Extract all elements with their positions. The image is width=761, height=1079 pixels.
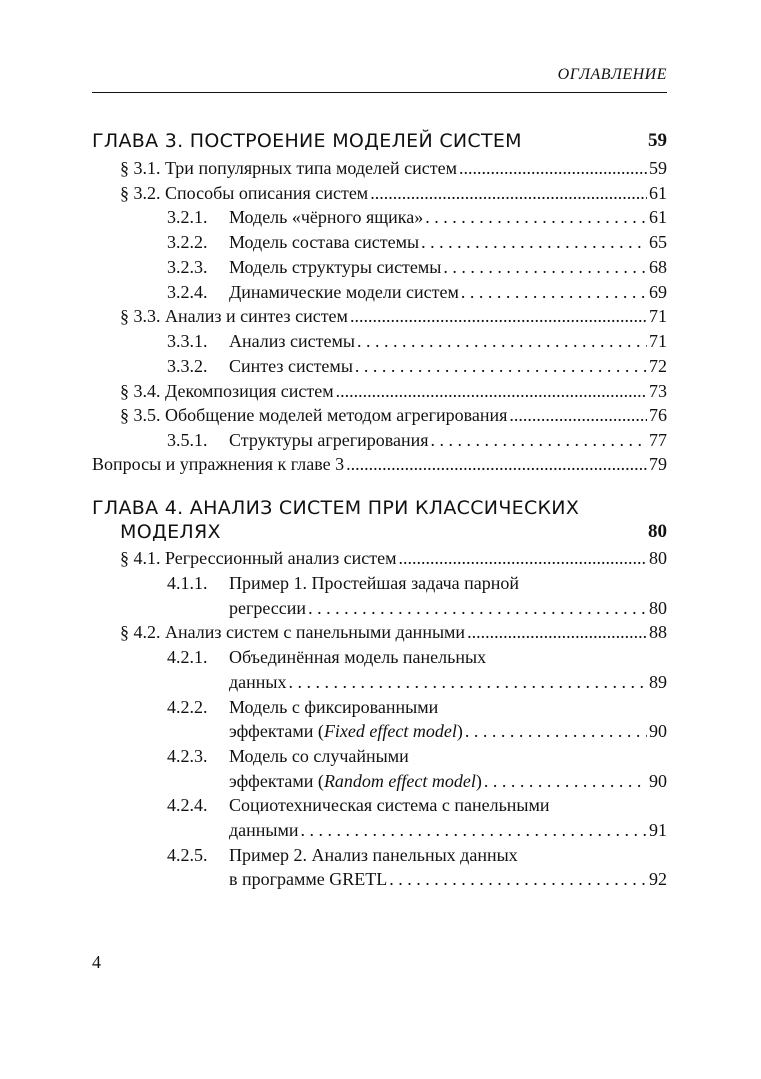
leader-dots [308, 596, 647, 620]
running-title: ОГЛАВЛЕНИЕ [557, 66, 667, 83]
toc-subentry-label-cont: данных [229, 672, 287, 692]
leader-dots [443, 255, 647, 279]
leader-dots [467, 620, 647, 644]
toc-subentry-label-cont [229, 719, 463, 743]
toc-subentry-cont[interactable] [229, 769, 667, 793]
toc-subentry-label[interactable]: Пример 2. Анализ панельных данных [229, 845, 518, 865]
label-text: эффектами ( [229, 771, 324, 791]
toc-subentry-page: 65 [649, 232, 667, 252]
chapter-3-title[interactable]: ГЛАВА 3. ПОСТРОЕНИЕ МОДЕЛЕЙ СИСТЕМ [92, 130, 522, 152]
leader-dots [459, 156, 647, 180]
toc-subentry-number: 4.2.1. [167, 647, 208, 667]
toc-subentry-label-cont [229, 769, 482, 793]
toc-subentry-label: Модель «чёрного ящика» [229, 207, 424, 227]
toc-subentry[interactable] [167, 354, 667, 378]
chapter-3-page: 59 [648, 130, 667, 151]
toc-subentry-label[interactable]: Модель со случайными [229, 746, 409, 766]
toc-subentry-number: 3.3.1. [167, 331, 208, 351]
toc-entry[interactable] [120, 546, 667, 570]
label-text: ) [475, 771, 482, 791]
toc-subentry-page: 91 [649, 820, 667, 840]
toc-subentry-page: 92 [649, 869, 667, 889]
toc-subentry[interactable] [167, 329, 667, 353]
toc-subentry-page: 77 [649, 430, 667, 450]
toc-entry-page: 79 [649, 454, 667, 474]
toc-entry-label: § 4.1. Регрессионный анализ систем [120, 548, 397, 568]
toc-subentry[interactable] [167, 428, 667, 452]
toc-entry[interactable] [120, 620, 667, 644]
chapter-4-title[interactable]: ГЛАВА 4. АНАЛИЗ СИСТЕМ ПРИ КЛАССИЧЕСКИХ [92, 497, 580, 519]
toc-subentry-cont[interactable] [229, 719, 667, 743]
leader-dots [289, 670, 647, 694]
toc-subentry-number: 3.5.1. [167, 430, 208, 450]
leader-dots [301, 818, 647, 842]
toc-subentry-page: 80 [649, 598, 667, 618]
running-header [92, 66, 667, 93]
leader-dots [484, 769, 647, 793]
toc-subentry-page: 61 [649, 207, 667, 227]
toc-subentry-label[interactable]: Социотехническая система с панельными [229, 795, 550, 815]
leader-dots [465, 719, 647, 743]
toc-entry-page: 59 [649, 158, 667, 178]
toc-entry-label: § 4.2. Анализ систем с панельными данными [120, 622, 466, 642]
toc-subentry-page: 90 [649, 721, 667, 741]
leader-dots [350, 304, 647, 328]
toc-subentry-label: Синтез системы [229, 356, 353, 376]
toc-entry-page: 61 [649, 183, 667, 203]
leader-dots [346, 452, 647, 476]
toc-subentry-page: 89 [649, 672, 667, 692]
toc-subentry-label: Модель структуры системы [229, 257, 442, 277]
toc-entry-label: § 3.1. Три популярных типа моделей систем [120, 158, 458, 178]
toc-entry-page: 88 [649, 622, 667, 642]
leader-dots [389, 867, 647, 891]
leader-dots [399, 546, 647, 570]
toc-subentry-label-cont: регрессии [229, 598, 307, 618]
toc-entry-label: § 3.5. Обобщение моделей методом агрегирования [120, 405, 508, 425]
leader-dots [431, 428, 647, 452]
leader-dots [355, 354, 647, 378]
toc-subentry-number: 4.2.3. [167, 746, 208, 766]
toc-subentry-number: 3.3.2. [167, 356, 208, 376]
leader-dots [421, 230, 647, 254]
toc-subentry[interactable] [167, 230, 667, 254]
toc-subentry-page: 71 [649, 331, 667, 351]
toc-subentry-cont[interactable] [229, 670, 667, 694]
toc-entry-label: § 3.2. Способы описания систем [120, 183, 369, 203]
toc-subentry-page: 69 [649, 282, 667, 302]
label-italic: Random effect model [323, 771, 476, 791]
leader-dots [357, 329, 647, 353]
toc-subentry-number: 3.2.4. [167, 282, 208, 302]
toc-entry[interactable] [120, 181, 667, 205]
toc-subentry-label-cont: данными [229, 820, 299, 840]
toc-subentry-number: 4.1.1. [167, 573, 208, 593]
toc-subentry-label[interactable]: Объединённая модель панельных [229, 647, 487, 667]
toc-subentry[interactable] [167, 205, 667, 229]
toc-subentry[interactable] [167, 255, 667, 279]
toc-entry-page: 73 [649, 381, 667, 401]
leader-dots [461, 280, 647, 304]
toc-entry-label: § 3.3. Анализ и синтез систем [120, 306, 348, 326]
toc-entry-label: § 3.4. Декомпозиция систем [120, 381, 334, 401]
toc-subentry-label-cont: в программе GRETL [229, 869, 388, 889]
toc-entry-page: 71 [649, 306, 667, 326]
toc-subentry-cont[interactable] [229, 596, 667, 620]
toc-subentry-label[interactable]: Пример 1. Простейшая задача парной [229, 573, 520, 593]
chapter-4-title-cont[interactable]: МОДЕЛЯХ [120, 521, 221, 543]
toc-entry[interactable] [120, 403, 667, 427]
toc-subentry-number: 3.2.2. [167, 232, 208, 252]
label-italic: Fixed effect model [323, 721, 457, 741]
toc-entry[interactable] [92, 452, 667, 476]
toc-subentry-number: 4.2.5. [167, 845, 208, 865]
toc-entry-page: 80 [649, 548, 667, 568]
toc-subentry-number: 4.2.2. [167, 697, 208, 717]
toc-subentry-number: 3.2.3. [167, 257, 208, 277]
toc-subentry-page: 90 [649, 771, 667, 791]
toc-entry[interactable] [120, 379, 667, 403]
toc-subentry-cont[interactable] [229, 818, 667, 842]
label-text: эффектами ( [229, 721, 324, 741]
toc-subentry-page: 68 [649, 257, 667, 277]
toc-subentry-cont[interactable] [229, 867, 667, 891]
leader-dots [336, 379, 647, 403]
toc-entry-page: 76 [649, 405, 667, 425]
leader-dots [425, 205, 647, 229]
toc-subentry-number: 3.2.1. [167, 207, 208, 227]
toc-subentry-label[interactable]: Модель с фиксированными [229, 697, 439, 717]
leader-dots [370, 181, 647, 205]
toc-subentry-number: 4.2.4. [167, 795, 208, 815]
toc-entry[interactable] [120, 156, 667, 180]
toc-entry[interactable] [120, 304, 667, 328]
toc-subentry-label: Структуры агрегирования [229, 430, 429, 450]
toc-subentry[interactable] [167, 280, 667, 304]
toc-subentry-label: Динамические модели систем [229, 282, 459, 302]
toc-subentry-label: Модель состава системы [229, 232, 420, 252]
page-number: 4 [92, 952, 101, 972]
leader-dots [509, 403, 647, 427]
toc-subentry-page: 72 [649, 356, 667, 376]
toc-subentry-label: Анализ системы [229, 331, 355, 351]
toc-entry-label: Вопросы и упражнения к главе 3 [92, 454, 345, 474]
label-text: ) [456, 721, 463, 741]
chapter-4-page: 80 [648, 521, 667, 542]
